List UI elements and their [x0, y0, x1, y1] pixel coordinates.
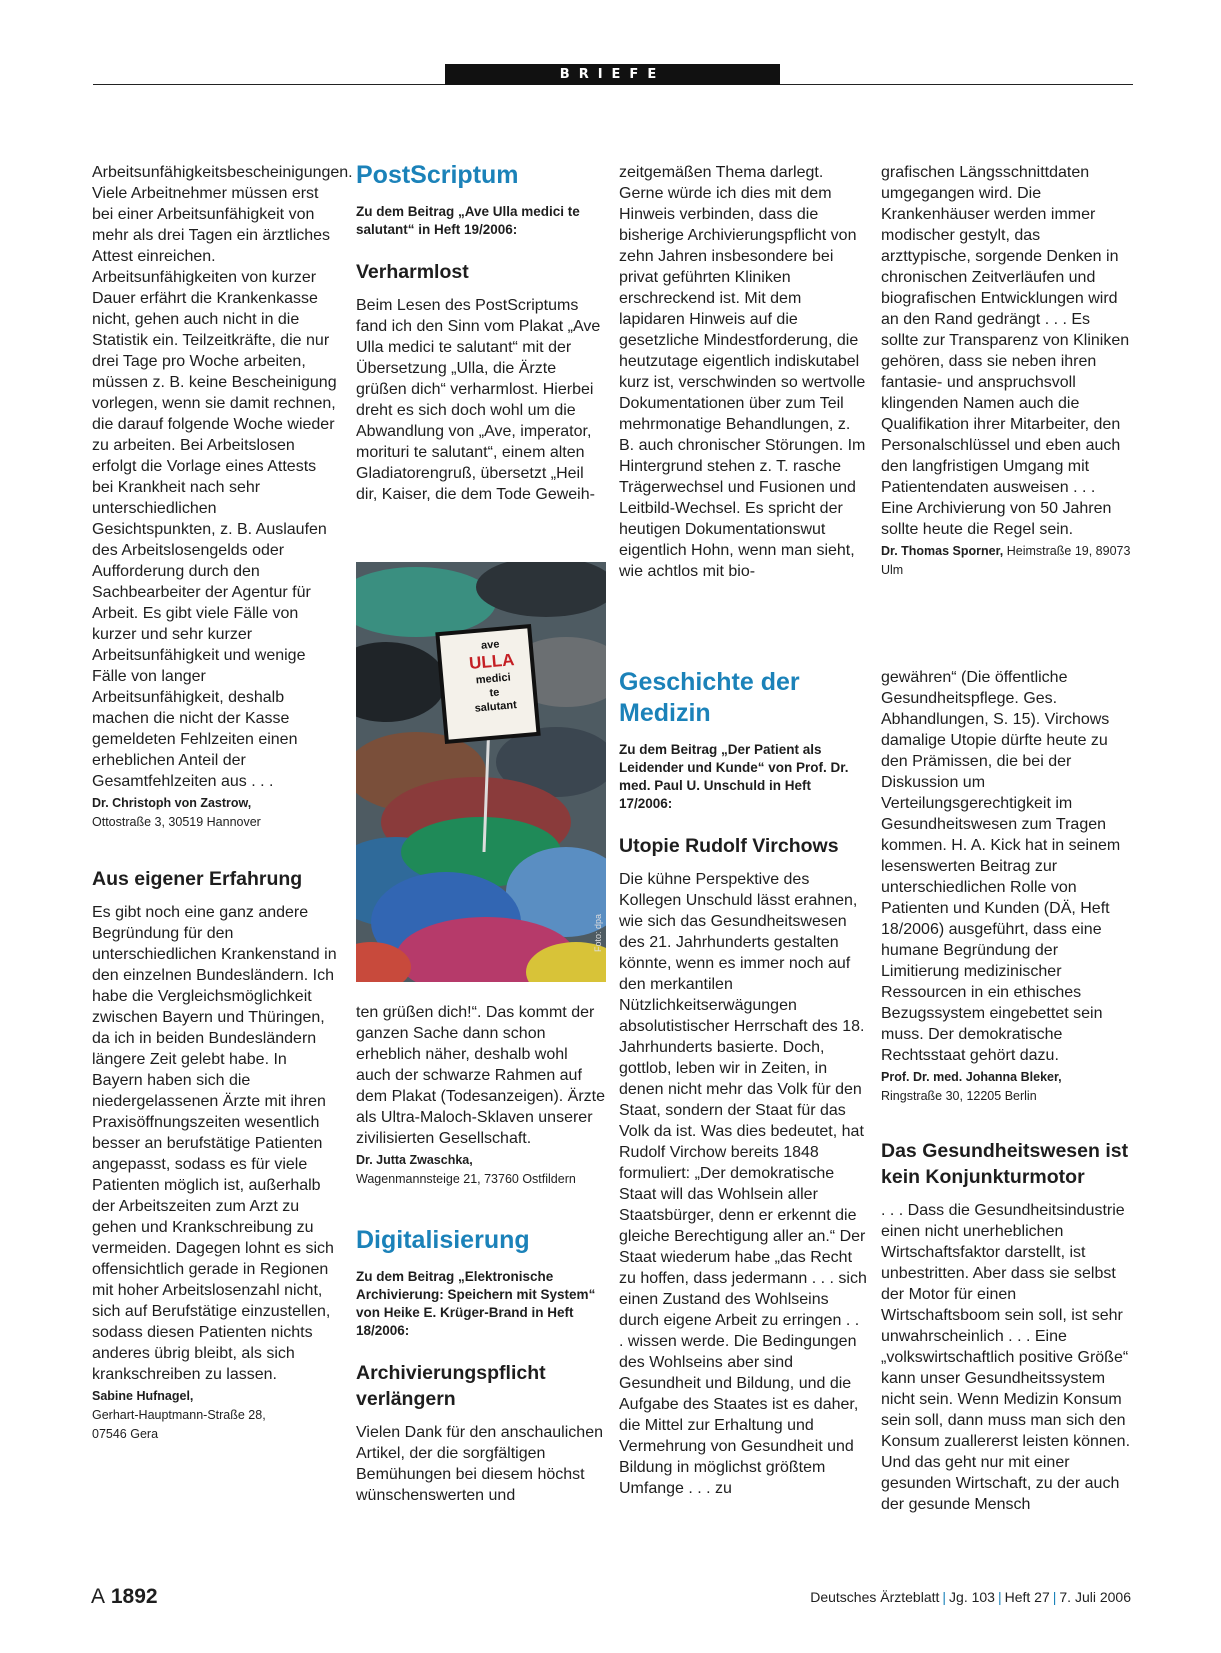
section-title: Digitalisierung [356, 1226, 530, 1254]
page-prefix: A [91, 1585, 106, 1608]
author-address: Ottostraße 3, 30519 Hannover [92, 815, 261, 829]
reference-lead: Zu dem Beitrag „Der Patient als Leidender und Kunde“ von Prof. Dr. med. Paul U. Unschuld in Heft 17/2006: [619, 742, 849, 811]
author-name: Dr. Christoph von Zastrow, [92, 796, 252, 810]
letter-heading: Verharmlost [356, 261, 469, 283]
column-3 [619, 162, 867, 582]
author-address: 07546 Gera [92, 1427, 159, 1441]
umbrella-illustration [356, 562, 606, 982]
journal-name: Deutsches Ärzteblatt [810, 1589, 940, 1605]
letter-heading: Archivierungspflicht verlängern [356, 1362, 546, 1410]
column-3-lower [619, 667, 867, 1499]
photo-credit: Foto: dpa [593, 913, 603, 952]
journal-date: 7. Juli 2006 [1059, 1589, 1131, 1605]
letter-heading: Das Gesundheitswesen ist kein Konjunkturmotor [881, 1140, 1129, 1188]
umbrella-photo [356, 562, 606, 982]
separator: | [1052, 1589, 1057, 1605]
journal-footer [810, 1589, 1131, 1605]
sign-line: te [489, 686, 500, 700]
letter-text: ten grüßen dich!“. Das kommt der ganzen Sache dann schon erheblich näher, deshalb wohl auch der schwarze Rahmen auf dem Plakat (Todesanzeigen). Ärzte als Ultra-Maloch-Sklaven unserer zivilisierten Gesellschaft. [356, 1004, 606, 1147]
author-name: Dr. Thomas Sporner, [881, 544, 1004, 558]
journal-issue: Heft 27 [1004, 1589, 1050, 1605]
page-number [91, 1585, 158, 1609]
separator: | [997, 1589, 1002, 1605]
letter-author [881, 1068, 1131, 1106]
author-address: Wagenmannsteige 21, 73760 Ostfildern [356, 1172, 576, 1186]
section-title: Geschichte der Medizin [619, 668, 800, 727]
letter-heading: Aus eigener Erfahrung [92, 868, 303, 890]
letter-text: grafischen Längsschnittdaten umgegangen wird. Die Krankenhäuser werden immer modischer gestylt, das arzttypische, sorgende Denken in chronischen Zeitverläufen und biografischen Entwicklungen wird an den Rand gedrängt . . . Es sollte zur Transparenz von Kliniken gehören, dass sie neben ihren fantasie- und anspruchsvoll klingenden Namen auch die Qualifikation ihrer Mitarbeiter, den Personalschlüssel und eben auch den langfristigen Umgang mit Patientendaten ausweisen . . . Eine Archivierung von 50 Jahren sollte heute die Regel sein. [881, 164, 1130, 538]
letter-text: Beim Lesen des PostScriptums fand ich den Sinn vom Plakat „Ave Ulla medici te salutant“ mit der Übersetzung „Ulla, die Ärzte grüßen dich“ verharmlost. Hierbei dreht es sich doch wohl um die Abwandlung von „Ave, imperator, morituri te salutant“, einem alten Gladiatorengruß, übersetzt „Heil dir, Kaiser, die dem Tode Geweih- [356, 297, 601, 503]
journal-volume: Jg. 103 [949, 1589, 995, 1605]
letter-author [92, 794, 338, 832]
letter-text: Es gibt noch eine ganz andere Begründung für den unterschiedlichen Krankenstand in den einzelnen Bundesländern. Ich habe die Vergleichsmöglichkeit zwischen Bayern und Thüringen, da ich in beiden Bundesländern längere Zeit gelebt habe. In Bayern haben sich die niedergelassenen Ärzte mit ihren Praxisöffnungszeiten wesentlich besser an berufstätige Patienten angepasst, sodass es für viele Patienten möglich ist, außerhalb der Arbeitszeiten zum Arzt zu gehen und Krankschreibung zu vermeiden. Dagegen lohnt es sich offensichtlich gerade in Regionen mit hoher Arbeitslosenzahl nicht, sich auf Berufstätige einzustellen, sodass diesen Patienten nichts anderes übrig bleibt, als sich krankschreiben zu lassen. [92, 904, 337, 1383]
sign-line: medici [475, 671, 512, 687]
column-1 [92, 162, 353, 1444]
letter-author [356, 1151, 606, 1189]
protest-sign [451, 635, 535, 718]
section-title: PostScriptum [356, 161, 519, 189]
letter-heading: Utopie Rudolf Virchows [619, 835, 839, 857]
letter-text: . . . Dass die Gesundheitsindustrie einen nicht unerheblichen Wirtschaftsfaktor darstellt, ist unbestritten. Aber dass sie selbst der Motor für einen Wirtschaftsboom sein soll, ist sehr unwahrscheinlich . . . Eine „volkswirtschaftlich positive Größe“ kann unser Gesundheitssystem nicht sein. Wenn Medizin Konsum sein soll, dann muss man sich den Konsum zuallererst leisten können. Und das geht nur mit einer gesunden Wirtschaft, zu der auch der gesunde Mensch [881, 1202, 1131, 1513]
author-name: Sabine Hufnagel, [92, 1389, 194, 1403]
letter-author [92, 1387, 338, 1444]
letter-text: Die kühne Perspektive des Kollegen Unschuld lässt erahnen, wie sich das Gesundheitswesen des 21. Jahrhunderts gestalten könnte, wenn es immer noch auf den merkantilen Nützlichkeitserwägungen absolutistischer Herrschaft des 18. Jahrhunderts basierte. Doch, gottlob, leben wir in Zeiten, in denen nicht mehr das Volk für den Staat, sondern der Staat für das Volk da ist. Was dies bedeutet, hat Rudolf Virchow bereits 1848 formuliert: „Der demokratische Staat will das Wohlsein aller Staatsbürger, denn er erkennt die gleiche Berechtigung aller an.“ Der Staat wiederum habe „das Recht zu hoffen, dass jedermann . . . sich einen Zustand des Wohlseins durch eigene Arbeit zu erringen . . . wissen werde. Die Bedingungen des Wohlseins aber sind Gesundheit und Bildung, und die Aufgabe des Staates ist es daher, die Mittel zur Erhaltung und Vermehrung von Gesundheit und Bildung in möglichst größtem Umfange . . . zu [619, 871, 867, 1497]
separator: | [942, 1589, 947, 1605]
letter-text: Vielen Dank für den anschaulichen Artikel, der die sorgfältigen Bemühungen bei diesem höchst wünschenswerten und [356, 1424, 603, 1504]
sign-line: salutant [474, 699, 518, 715]
author-address: Heimstraße 19, 89073 Ulm [881, 544, 1131, 577]
column-4 [881, 162, 1131, 580]
letter-text: zeitgemäßen Thema darlegt. Gerne würde ich dies mit dem Hinweis verbinden, dass die bisherige Archivierungspflicht von zehn Jahren insbesondere bei privat geführten Kliniken erschreckend ist. Mit dem lapidaren Hinweis auf die gesetzliche Mindestforderung, die heutzutage eigentlich indiskutabel kurz ist, verschwinden so wertvolle Dokumentationen über zum Teil mehrmonatige Behandlungen, z. B. auch chronischer Störungen. Im Hintergrund stehen z. T. rasche Trägerwechsel und Fusionen und Leitbild-Wechsel. Es spricht der heutigen Dokumentationswut eigentlich Hohn, wenn man sieht, wie achtlos mit bio- [619, 164, 866, 580]
column-2 [356, 160, 606, 505]
author-name: Dr. Jutta Zwaschka, [356, 1153, 473, 1167]
column-4-lower [881, 667, 1131, 1515]
reference-lead: Zu dem Beitrag „Ave Ulla medici te salutant“ in Heft 19/2006: [356, 204, 580, 237]
column-2-lower [356, 1002, 606, 1506]
letter-text: gewähren“ (Die öffentliche Gesundheitspflege. Ges. Abhandlungen, S. 15). Virchows damalige Utopie dürfte heute zu den Prämissen, die bei der Diskussion um Verteilungsgerechtigkeit im Gesundheitswesen zum Tragen kommen. H. A. Kick hat in seinem lesenswerten Beitrag zur unterschiedlichen Rolle von Patienten und Kunden (DÄ, Heft 18/2006) ausgeführt, dass eine humane Begründung der Limitierung medizinischer Ressourcen in ein ethisches Bezugssystem eingebettet sein muss. Der demokratische Rechtsstaat gehört dazu. [881, 669, 1121, 1064]
section-header: BRIEFE [445, 64, 780, 85]
author-address: Gerhart-Hauptmann-Straße 28, [92, 1408, 266, 1422]
page-number-value: 1892 [110, 1585, 158, 1608]
author-address: Ringstraße 30, 12205 Berlin [881, 1089, 1037, 1103]
letter-text: Arbeitsunfähigkeitsbescheinigungen. Viele Arbeitnehmer müssen erst bei einer Arbeitsunfähigkeit von mehr als drei Tagen ein ärztliches Attest einreichen. Arbeitsunfähigkeiten von kurzer Dauer erfährt die Krankenkasse nicht, gehen auch nicht in die Statistik ein. Teilzeitkräfte, die nur drei Tage pro Woche arbeiten, müssen z. B. keine Bescheinigung vorlegen, wenn sie damit rechnen, die darauf folgende Woche wieder zu arbeiten. Bei Arbeitslosen erfolgt die Vorlage eines Attests bei Krankheit nach sehr unterschiedlichen Gesichtspunkten, z. B. Auslaufen des Arbeitslosengelds oder Aufforderung durch den Sachbearbeiter der Agentur für Arbeit. Es gibt viele Fälle von kurzer und sehr kurzer Arbeitsunfähigkeit und wenige Fälle von langer Arbeitsunfähigkeit, deshalb machen die nicht der Kasse gemeldeten Fehlzeiten einen erheblichen Anteil der Gesamtfehlzeiten aus . . . [92, 164, 353, 790]
sign-line: ave [480, 638, 500, 652]
letter-author [881, 542, 1131, 580]
sign-line: ULLA [468, 650, 516, 673]
author-name: Prof. Dr. med. Johanna Bleker, [881, 1070, 1062, 1084]
reference-lead: Zu dem Beitrag „Elektronische Archivierung: Speichern mit System“ von Heike E. Krüger-Brand in Heft 18/2006: [356, 1269, 596, 1338]
